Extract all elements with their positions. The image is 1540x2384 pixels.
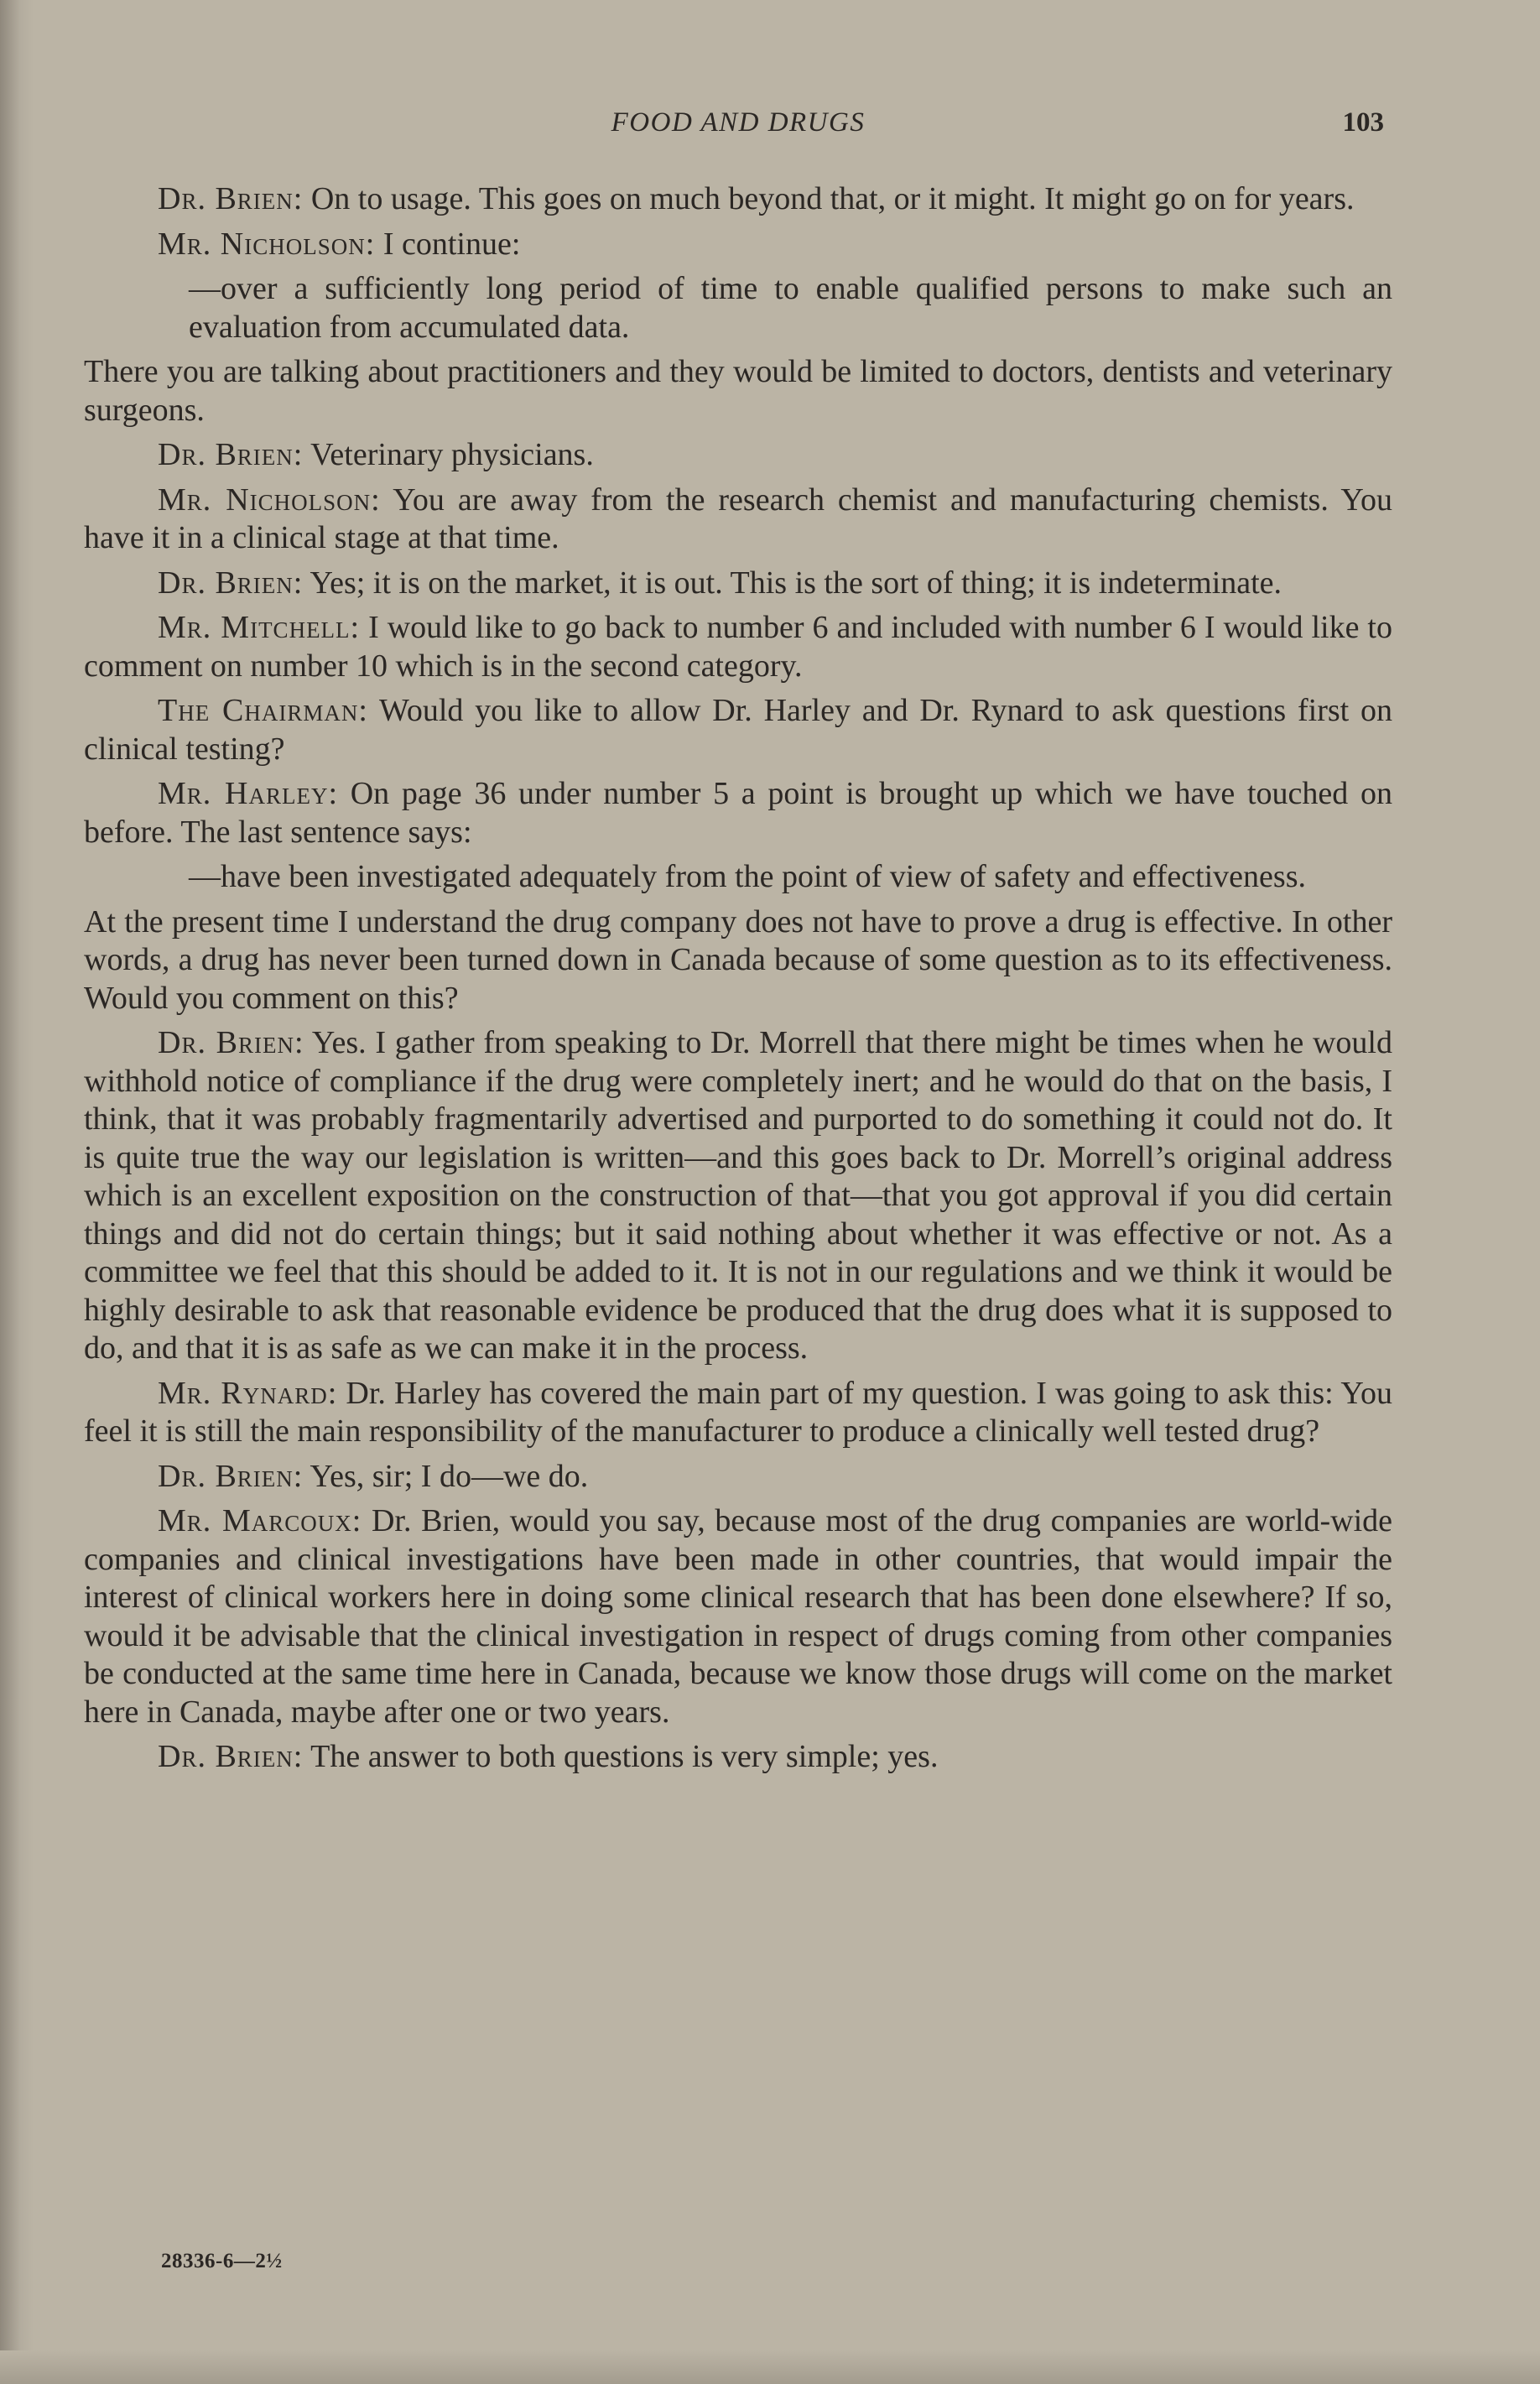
speech-text: You are away from the research chemist and manufacturing chemists. You have it in a clinical stage at that time.	[84, 481, 1392, 555]
speaker-name: Mr. Mitchell:	[158, 610, 361, 645]
speaker-name: Dr. Brien:	[158, 565, 304, 601]
block-quote	[189, 270, 1392, 346]
printer-signature: 28336-6—2½	[161, 2250, 283, 2272]
speech-paragraph	[84, 692, 1392, 768]
speech-paragraph	[84, 481, 1392, 558]
speech-paragraph	[84, 1458, 1392, 1497]
speaker-name: Dr. Brien:	[158, 181, 304, 216]
speaker-name: Dr. Brien:	[158, 1739, 304, 1774]
speaker-name: Mr. Marcoux:	[158, 1503, 362, 1538]
speech-paragraph	[84, 1024, 1392, 1368]
speech-paragraph	[84, 436, 1392, 475]
quote-text: —over a sufficiently long period of time to enable qualified persons to make such an evaluation from accumulated data.	[189, 271, 1392, 345]
speaker-name: The Chairman:	[158, 693, 368, 728]
speech-text: I would like to go back to number 6 and included with number 6 I would like to comment on number 10 which is in the second category.	[84, 610, 1392, 684]
quote-text: —have been investigated adequately from the point of view of safety and effectiveness.	[189, 859, 1306, 894]
page-body	[84, 180, 1392, 1783]
speech-paragraph	[84, 226, 1392, 264]
speaker-name: Mr. Rynard:	[158, 1375, 338, 1411]
speaker-name: Mr. Harley:	[158, 776, 339, 811]
running-head: FOOD AND DRUGS	[611, 107, 866, 138]
speaker-name: Dr. Brien:	[158, 437, 304, 472]
speaker-name: Dr. Brien:	[158, 1025, 304, 1060]
speech-text: Dr. Brien, would you say, because most of the drug companies are world-wide companies and clinical investigations have been made in other countries, that would impair the interest of clinical workers here in doing some clinical research that has been done elsewhere? If so, would it be advisable that the clinical investigation in respect of drugs coming from other companies be conducted at the same time here in Canada, because we know those drugs will come on the market here in Canada, maybe after one or two years.	[84, 1503, 1393, 1730]
speaker-name: Dr. Brien:	[158, 1458, 304, 1494]
speaker-name: Mr. Nicholson:	[158, 226, 376, 262]
speech-paragraph	[84, 609, 1392, 685]
speech-paragraph	[84, 565, 1392, 603]
speech-text: The answer to both questions is very simple; yes.	[303, 1739, 939, 1774]
continuation-paragraph	[84, 353, 1392, 429]
speech-text: Dr. Harley has covered the main part of my question. I was going to ask this: You feel it is still the main responsibility of the manufacturer to produce a clinically well tested drug?	[84, 1375, 1393, 1449]
speech-text: On page 36 under number 5 a point is brought up which we have touched on before. The last sentence says:	[84, 776, 1392, 850]
speech-text: On to usage. This goes on much beyond that, or it might. It might go on for years.	[303, 181, 1355, 216]
paragraph-text: At the present time I understand the drug company does not have to prove a drug is effective. In other words, a drug has never been turned down in Canada because of some question as to its effectiveness. Would you comment on this?	[84, 903, 1392, 1016]
speaker-name: Mr. Nicholson:	[158, 481, 381, 518]
speech-text: Yes, sir; I do—we do.	[303, 1458, 589, 1494]
bottom-edge-shadow	[0, 2350, 1540, 2384]
continuation-paragraph	[84, 903, 1392, 1018]
speech-text: Would you like to allow Dr. Harley and Dr. Rynard to ask questions first on clinical testing?	[84, 693, 1392, 767]
page-number: 103	[1342, 107, 1384, 138]
speech-paragraph	[84, 775, 1392, 851]
speech-paragraph	[84, 1375, 1392, 1451]
speech-paragraph	[84, 1738, 1392, 1777]
speech-text: Veterinary physicians.	[303, 437, 594, 472]
page-header	[84, 107, 1392, 149]
binding-shadow	[0, 0, 34, 2384]
speech-text: Yes; it is on the market, it is out. This is the sort of thing; it is indeterminate.	[303, 565, 1282, 601]
speech-text: Yes. I gather from speaking to Dr. Morrell that there might be times when he would withhold notice of compliance if the drug were completely inert; and he would do that on the basis, I think, that it was probably fragmentarily advertised and purported to do something it could not do. It is quite true the way our legislation is written—and this goes back to Dr. Morrell’s original address which is an excellent exposition on the construction of that—that you got approval if you did certain things and did not do certain things; but it said nothing about whether it was effective or not. As a committee we feel that this should be added to it. It is not in our regulations and we think it would be highly desirable to ask that reasonable evidence be produced that the drug does what it is supposed to do, and that it is as safe as we can make it in the process.	[84, 1025, 1392, 1366]
speech-paragraph	[84, 1502, 1392, 1731]
paragraph-text: There you are talking about practitioners and they would be limited to doctors, dentists and veterinary surgeons.	[84, 354, 1392, 428]
speech-text: I continue:	[375, 226, 521, 262]
block-quote	[189, 858, 1392, 897]
speech-paragraph	[84, 180, 1392, 219]
